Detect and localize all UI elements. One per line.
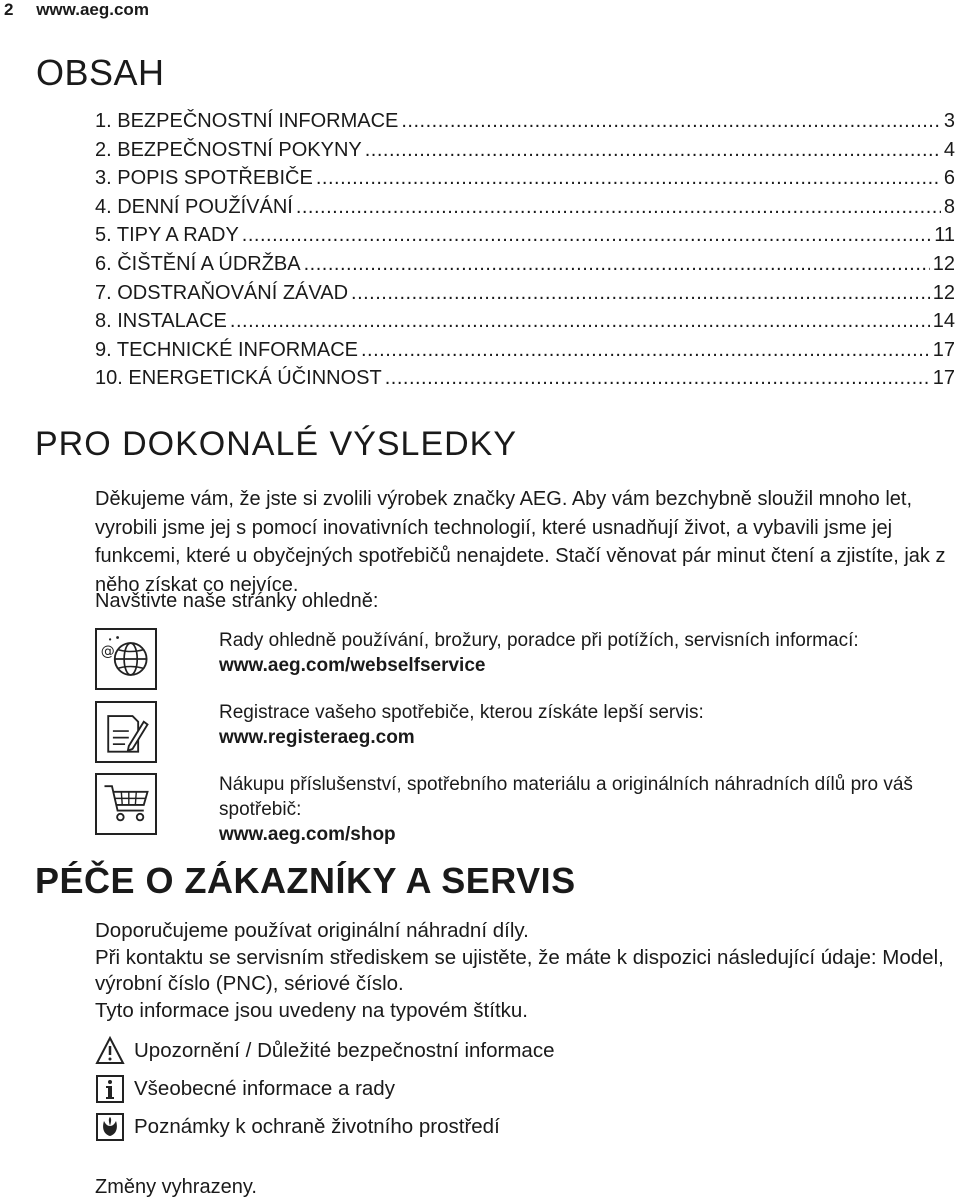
legend-info <box>95 1074 395 1104</box>
legend-warning <box>95 1036 554 1066</box>
toc-item[interactable]: 2. BEZPEČNOSTNÍ POKYNY ..... 4 <box>95 139 955 168</box>
toc-item[interactable]: 10. ENERGETICKÁ ÚČINNOST ..... 17 <box>95 367 955 396</box>
results-heading: PRO DOKONALÉ VÝSLEDKY <box>35 425 518 463</box>
toc-item[interactable]: 7. ODSTRAŇOVÁNÍ ZÁVAD ..... 12 <box>95 282 955 311</box>
website-link[interactable]: www.aeg.com <box>36 0 149 19</box>
service-text <box>95 918 957 1024</box>
service-line: Tyto informace jsou uvedeny na typovém štítku. <box>95 998 528 1022</box>
legend-text: Všeobecné informace a rady <box>134 1077 395 1100</box>
shopping-cart-icon <box>95 773 157 835</box>
page-number: 2 <box>4 0 14 19</box>
legend-text: Upozornění / Důležité bezpečnostní informace <box>134 1039 555 1062</box>
toc-item[interactable]: 8. INSTALACE ..... 14 <box>95 310 955 339</box>
legend-text: Poznámky k ochraně životního prostředí <box>134 1115 500 1138</box>
link-item-shop <box>219 772 959 847</box>
link-url[interactable]: www.aeg.com/shop <box>219 824 396 845</box>
toc-item[interactable]: 5. TIPY A RADY ..... 11 <box>95 224 955 253</box>
link-description: Registrace vašeho spotřebiče, kterou získáte lepší servis: <box>219 702 704 723</box>
info-icon <box>95 1074 125 1104</box>
toc-item[interactable]: 4. DENNÍ POUŽÍVÁNÍ ..... 8 <box>95 196 955 225</box>
link-item-register <box>219 700 959 750</box>
link-description: Nákupu příslušenství, spotřebního materiálu a originálních náhradních dílů pro váš spotřebič: <box>219 774 913 820</box>
intro-paragraph: Děkujeme vám, že jste si zvolili výrobek značky AEG. Aby vám bezchybně sloužil mnoho let, vyrobili jsme jej s pomocí inovativních technologií, které usnadňují život, a vybavili jsme jej funkcemi, které u obyčejných spotřebičů nenajdete. Stačí věnovat pár minut čtení a zjistíte, jak z něho získat co nejvíce. <box>95 488 946 596</box>
link-item-webselfservice <box>219 628 959 678</box>
warning-triangle-icon <box>95 1036 125 1066</box>
svg-text:@: @ <box>100 643 115 660</box>
toc-heading: OBSAH <box>36 52 165 93</box>
service-line: Doporučujeme používat originální náhradní díly. <box>95 919 529 942</box>
service-line: Při kontaktu se servisním střediskem se ujistěte, že máte k dispozici následující údaje: Model, výrobní číslo (PNC), sériové číslo. <box>95 945 944 995</box>
toc-item[interactable]: 3. POPIS SPOTŘEBIČE ..... 6 <box>95 167 955 196</box>
service-heading: PÉČE O ZÁKAZNÍKY A SERVIS <box>35 860 576 901</box>
link-url[interactable]: www.registeraeg.com <box>219 727 415 748</box>
legend-environment <box>95 1112 500 1142</box>
environment-leaf-icon <box>95 1112 125 1142</box>
web-globe-icon <box>95 628 157 690</box>
page-header <box>4 0 149 20</box>
link-url[interactable]: www.aeg.com/webselfservice <box>219 655 486 676</box>
registration-form-icon <box>95 701 157 763</box>
toc-item[interactable]: 1. BEZPEČNOSTNÍ INFORMACE ..... 3 <box>95 110 955 139</box>
toc-item[interactable]: 9. TECHNICKÉ INFORMACE ..... 17 <box>95 339 955 368</box>
visit-text: Navštivte naše stránky ohledně: <box>95 590 379 612</box>
table-of-contents <box>95 110 955 396</box>
toc-item[interactable]: 6. ČIŠTĚNÍ A ÚDRŽBA ..... 12 <box>95 253 955 282</box>
link-description: Rady ohledně používání, brožury, poradce při potížích, servisních informací: <box>219 630 859 651</box>
changes-reserved: Změny vyhrazeny. <box>95 1176 257 1198</box>
